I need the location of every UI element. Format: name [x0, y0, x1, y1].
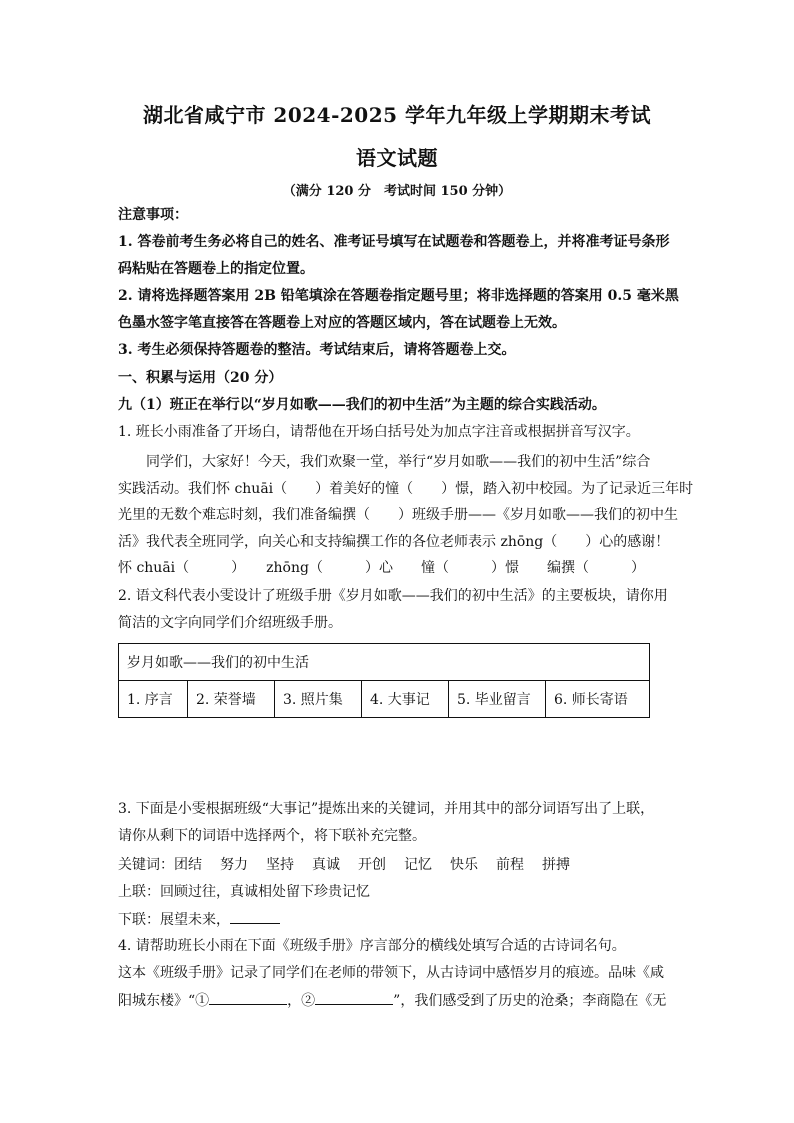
- handbook-section-cell: 6. 师长寄语: [546, 681, 650, 718]
- handbook-section-cell: 2. 荣誉墙: [188, 681, 275, 718]
- handbook-section-cell: 3. 照片集: [275, 681, 362, 718]
- q3-lower-couplet-row: [118, 909, 280, 930]
- keyword: 坚持: [266, 857, 294, 873]
- notice-item-2a: 2. 请将选择题答案用 2B 铅笔填涂在答题卷指定题号里；将非选择题的答案用 0.5 毫米黑: [118, 288, 679, 304]
- handbook-section-cell: 1. 序言: [119, 681, 188, 718]
- keyword: 前程: [496, 857, 524, 873]
- notice-item-3: 3. 考生必须保持答题卷的整洁。考试结束后，请将答题卷上交。: [118, 342, 516, 358]
- q3-stem-b: 请你从剩下的词语中选择两个，将下联补充完整。: [118, 828, 426, 844]
- q1-stem: 1. 班长小雨准备了开场白，请帮他在开场白括号处为加点字注音或根据拼音写汉字。: [118, 424, 640, 440]
- handbook-table-title: 岁月如歌——我们的初中生活: [119, 644, 650, 681]
- keyword: 拼搏: [542, 857, 570, 873]
- keyword: 开创: [358, 857, 386, 873]
- exam-title: 湖北省咸宁市 2024-2025 学年九年级上学期期末考试: [142, 103, 652, 127]
- q2-stem-a: 2. 语文科代表小雯设计了班级手册《岁月如歌——我们的初中生活》的主要板块，请你用: [118, 588, 668, 604]
- answer-blank-2[interactable]: [315, 990, 393, 1005]
- q4-stem: 4. 请帮助班长小雨在下面《班级手册》序言部分的横线处填写合适的古诗词名句。: [118, 938, 626, 954]
- q4-text-c: ”，我们感受到了历史的沧桑；李商隐在《无: [393, 993, 667, 1009]
- section1-heading: 一、积累与运用（20 分）: [118, 370, 283, 386]
- handbook-sections-table: [118, 643, 650, 718]
- exam-subtitle: （满分 120 分 考试时间 150 分钟）: [282, 184, 512, 199]
- keyword: 记忆: [404, 857, 432, 873]
- keyword: 努力: [220, 857, 248, 873]
- notice-heading: 注意事项：: [118, 207, 188, 223]
- notice-item-2b: 色墨水签字笔直接答在答题卷上对应的答题区域内，答在试题卷上无效。: [118, 315, 566, 331]
- keyword: 真诚: [312, 857, 340, 873]
- q2-stem-b: 简洁的文字向同学们介绍班级手册。: [118, 615, 342, 631]
- answer-blank-1[interactable]: [209, 990, 287, 1005]
- q3-keywords: [118, 855, 588, 875]
- q4-text-a: 阳城东楼》“①: [118, 993, 210, 1009]
- q1-passage-line-2: 实践活动。我们怀 chuāi（ ）着美好的憧（ ）憬，踏入初中校园。为了记录近三年时: [118, 481, 694, 497]
- exam-subject-title: 语文试题: [356, 146, 438, 170]
- q1-passage-line-3: 光里的无数个难忘时刻，我们准备编撰（ ）班级手册——《岁月如歌——我们的初中生: [118, 507, 678, 523]
- q3-lower-couplet: 下联：展望未来，: [118, 912, 230, 928]
- q1-passage-line-4: 活》我代表全班同学，向关心和支持编撰工作的各位老师表示 zhōng（ ）心的感谢！: [118, 534, 670, 550]
- q4-passage-line-2: [118, 990, 666, 1011]
- handbook-section-cell: 5. 毕业留言: [449, 681, 546, 718]
- keywords-label: 关键词：: [118, 857, 174, 873]
- keyword: 快乐: [450, 857, 478, 873]
- keyword: 团结: [174, 857, 202, 873]
- q3-stem-a: 3. 下面是小雯根据班级“大事记”提炼出来的关键词，并用其中的部分词语写出了上联，: [118, 801, 655, 817]
- q4-text-b: ，②: [287, 993, 316, 1009]
- q1-answer-row: 怀 chuāi（ ） zhōng（ ）心 憧（ ）憬 编撰（ ）: [118, 560, 645, 576]
- section1-intro: 九（1）班正在举行以“岁月如歌——我们的初中生活”为主题的综合实践活动。: [118, 397, 606, 413]
- q1-passage-line-1: 同学们，大家好！今天，我们欢聚一堂，举行“岁月如歌——我们的初中生活”综合: [146, 454, 651, 470]
- answer-blank[interactable]: [230, 909, 280, 924]
- handbook-section-cell: 4. 大事记: [362, 681, 449, 718]
- q3-upper-couplet: 上联：回顾过往，真诚相处留下珍贵记忆: [118, 884, 370, 900]
- notice-item-1b: 码粘贴在答题卷上的指定位置。: [118, 261, 314, 277]
- q4-passage-line-1: 这本《班级手册》记录了同学们在老师的带领下，从古诗词中感悟岁月的痕迹。品味《咸: [118, 965, 664, 981]
- notice-item-1a: 1. 答卷前考生务必将自己的姓名、准考证号填写在试题卷和答题卷上，并将准考证号条形: [118, 234, 670, 250]
